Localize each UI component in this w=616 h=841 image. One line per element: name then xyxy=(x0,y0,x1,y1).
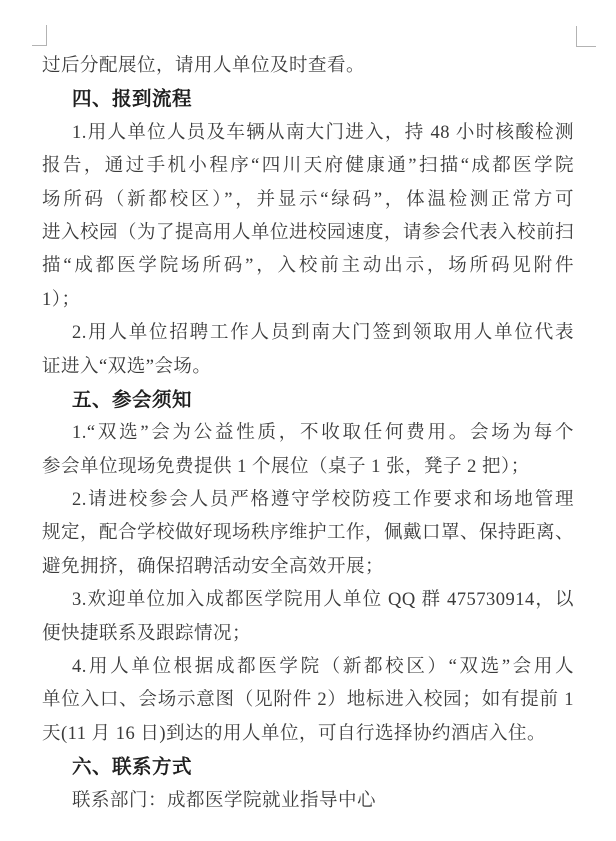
text-line: 过后分配展位，请用人单位及时查看。 xyxy=(42,56,366,76)
text-line: 描“成都医学院场所码”，入校前主动出示，场所码见附件 xyxy=(42,256,574,277)
text-line: 报告，通过手机小程序“四川天府健康通”扫描“成都医学院 xyxy=(42,156,574,177)
section-heading-contact xyxy=(42,751,574,784)
text-line: 规定，配合学校做好现场秩序维护工作，佩戴口罩、保持距离、 xyxy=(42,523,574,544)
text-line: 1.“双选”会为公益性质，不收取任何费用。会场为每个 xyxy=(72,423,574,444)
paragraph-notice-3 xyxy=(42,584,574,651)
text-line: 1）； xyxy=(42,289,81,310)
paragraph-notice-2 xyxy=(42,484,574,584)
paragraph-continuation xyxy=(42,50,574,83)
text-line: 4.用人单位根据成都医学院（新都校区）“双选”会用人 xyxy=(72,657,574,678)
paragraph-notice-1 xyxy=(42,417,574,484)
heading-line: 五、参会须知 xyxy=(72,388,193,411)
text-line: 便快捷联系及跟踪情况； xyxy=(42,623,252,644)
text-line: 天(11 月 16 日)到达的用人单位，可自行选择协约酒店入住。 xyxy=(42,723,547,744)
margin-crop-mark-top-right xyxy=(576,26,596,47)
text-line: 证进入“双选”会场。 xyxy=(42,356,212,377)
margin-crop-mark-top-left xyxy=(32,25,47,46)
text-line: 避免拥挤，确保招聘活动安全高效开展； xyxy=(42,556,385,577)
heading-line: 四、报到流程 xyxy=(72,88,193,111)
paragraph-checkin-2 xyxy=(42,317,574,384)
heading-line: 六、联系方式 xyxy=(72,756,193,779)
text-line: 联系部门：成都医学院就业指导中心 xyxy=(72,790,377,811)
text-line: 3.欢迎单位加入成都医学院用人单位 QQ 群 475730914，以 xyxy=(72,590,574,611)
section-heading-notice xyxy=(42,384,574,417)
document-body xyxy=(42,50,574,818)
text-line: 场所码（新都校区）”，并显示“绿码”，体温检测正常方可 xyxy=(42,189,574,210)
paragraph-checkin-1 xyxy=(42,117,574,317)
text-line: 单位入口、会场示意图（见附件 2）地标进入校园；如有提前 1 xyxy=(42,690,574,711)
text-line: 1.用人单位人员及车辆从南大门进入，持 48 小时核酸检测 xyxy=(72,122,574,143)
section-heading-checkin xyxy=(42,83,574,116)
paragraph-contact-department xyxy=(42,785,574,818)
text-line: 参会单位现场免费提供 1 个展位（桌子 1 张，凳子 2 把）； xyxy=(42,456,530,477)
text-line: 进入校园（为了提高用人单位进校园速度，请参会代表入校前扫 xyxy=(42,222,574,243)
text-line: 2.请进校参会人员严格遵守学校防疫工作要求和场地管理 xyxy=(72,490,574,511)
text-line: 2.用人单位招聘工作人员到南大门签到领取用人单位代表 xyxy=(72,323,574,344)
paragraph-notice-4 xyxy=(42,651,574,751)
